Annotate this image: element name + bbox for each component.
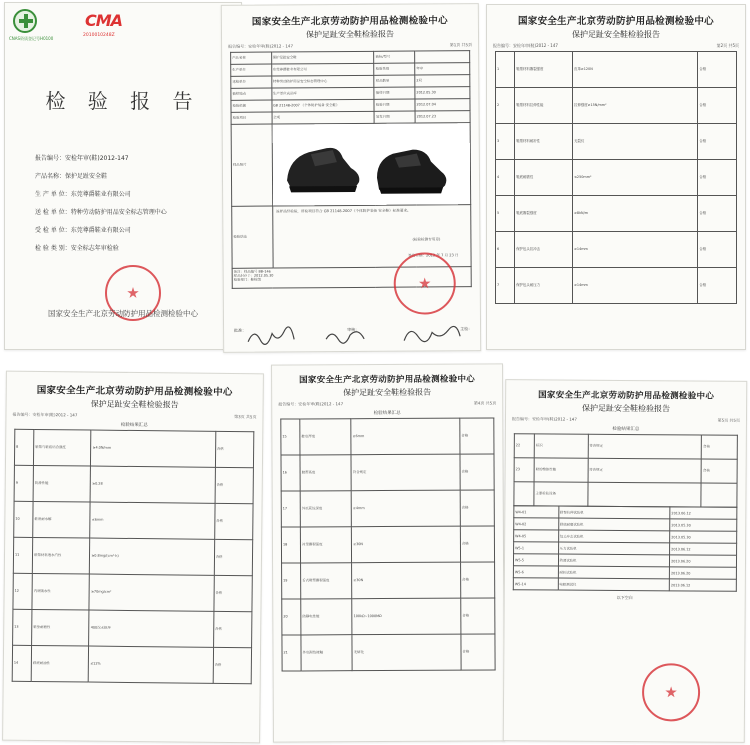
results-table <box>513 433 738 508</box>
table-cell: 送检单位 <box>231 76 272 88</box>
table-row <box>496 88 737 124</box>
table-row <box>496 124 737 160</box>
table-cell: 鞋帮材料透水汽性 <box>32 537 90 574</box>
table-cell: 合格 <box>698 52 737 88</box>
table-cell: 保护足趾安全鞋 <box>271 51 374 64</box>
report-page-4 <box>271 363 505 742</box>
table-row <box>514 458 737 484</box>
table-cell <box>514 482 534 506</box>
table-cell: 100kΩ~1000MΩ <box>352 598 461 635</box>
page-number: 第5页 共5页 <box>717 417 741 423</box>
table-cell: ≥8kN/m <box>573 196 698 232</box>
report-title: 检 验 报 告 <box>45 89 201 113</box>
table-cell: 无熔化 <box>352 634 461 671</box>
table-cell: 拉伸强度≥15N/mm² <box>573 88 698 124</box>
table-cell: ≥30N <box>352 562 461 599</box>
table-cell: 2012.07.23 <box>415 111 470 123</box>
page-number: 第1页 共5页 <box>449 42 473 48</box>
table-cell: 耐折试验机 <box>558 566 670 579</box>
summary-page <box>221 3 481 353</box>
page-header-subtitle: 保护足趾安全鞋检验报告 <box>305 29 395 40</box>
table-cell: 23 <box>514 458 534 482</box>
table-cell: 衬里撕裂强度 <box>301 527 352 563</box>
table-cell: 5 <box>496 196 515 232</box>
inspection-seal-icon <box>394 252 459 314</box>
table-cell: 商标/型号 <box>374 51 415 63</box>
table-cell: 鞋底厚度 <box>300 419 351 455</box>
table-cell: 2012.05.30 <box>415 87 470 99</box>
table-cell: ≥0.8mg/(cm²·h) <box>90 538 215 575</box>
report-number: 报告编号：安检年审(鞋)2012 - 147 <box>278 401 344 407</box>
table-cell: 电阻测试仪 <box>558 578 670 591</box>
table-cell: 7 <box>496 268 515 304</box>
table-cell: 压力试验机 <box>558 542 670 555</box>
table-cell: 合格 <box>460 490 494 526</box>
table-cell: ≥0.28 <box>91 466 216 503</box>
signature-review: 审核： <box>347 326 360 333</box>
table-cell: 鞋帮高度 <box>300 455 351 491</box>
cover-field-value: 东莞尊爵鞋业有限公司 <box>70 191 131 198</box>
table-row <box>13 573 252 612</box>
table-cell <box>701 483 737 507</box>
cover-field <box>35 207 235 216</box>
note-line: 检验部门：鞋检组 <box>233 277 261 282</box>
table-row <box>496 232 737 268</box>
table-cell: 主要检验设备 <box>534 482 588 506</box>
table-cell: 合格 <box>698 124 737 160</box>
table-cell: 检验项目 <box>231 112 272 124</box>
table-row <box>281 526 494 563</box>
table-cell: 生产单位成品库 <box>271 87 374 100</box>
table-cell: W4-05 <box>514 530 559 542</box>
table-cell: W4-01 <box>514 506 559 518</box>
table-cell: 20 <box>282 599 301 635</box>
table-cell: 1 <box>496 52 515 88</box>
table-cell: 9 <box>14 465 33 501</box>
page-header-subtitle: 保护足趾安全鞋检验报告 <box>572 30 660 39</box>
cover-field <box>35 225 235 234</box>
cnas-caption: CNAS资质登记号H0100 <box>9 36 54 41</box>
table-cell: 合格 <box>698 88 737 124</box>
table-cell: 鞋底耐磨试验机 <box>558 518 670 531</box>
table-cell: 全项 <box>272 111 375 124</box>
cover-bottom-text: 国家安全生产北京劳动防护用品检测检验中心 <box>48 309 198 318</box>
cover-field-value: 保护足趾安全鞋 <box>65 173 108 180</box>
page-header-subtitle: 保护足趾安全鞋检验报告 <box>90 399 179 410</box>
table-cell: 2013.05.30 <box>670 531 737 543</box>
cover-field <box>35 171 235 180</box>
table-cell: 鞋底耐水解 <box>33 501 91 538</box>
cover-field-label: 送 检 单 位： <box>35 209 71 216</box>
table-cell: 13 <box>13 609 32 645</box>
table-cell: 防滑性能 <box>33 465 91 502</box>
table-row <box>496 196 737 232</box>
page-number: 第3页 共5页 <box>234 414 257 420</box>
table-row <box>14 501 253 540</box>
table-row <box>282 562 495 599</box>
conclusion-text: 该样品经检验，所检项目符合 GB 21148-2007《个体防护装备 安全鞋》标准要求。 <box>275 208 411 214</box>
cover-field-value: 特种劳动防护用品安全标志管理中心 <box>70 209 167 216</box>
safety-shoe-image <box>280 129 450 200</box>
table-cell: ≥14mm <box>573 268 698 304</box>
table-cell: 抽样日期 <box>374 87 415 99</box>
table-cell: 2 <box>496 88 515 124</box>
table-cell: 鞋帮材料撕裂强度 <box>515 52 573 88</box>
cnas-logo-icon <box>13 9 37 33</box>
table-row <box>12 645 251 684</box>
table-cell: 2013.06.20 <box>669 567 736 579</box>
results-table <box>280 417 495 671</box>
table-title: 检验结果汇总 <box>373 410 401 417</box>
results-table <box>495 51 737 304</box>
table-row <box>14 465 253 504</box>
table-cell: 6 <box>496 232 515 268</box>
table-row <box>514 434 737 460</box>
table-row <box>281 418 494 455</box>
cover-field-label: 生 产 单 位： <box>35 191 71 198</box>
cover-field-value: 安全标志年审检验 <box>70 245 119 252</box>
results-table <box>12 429 255 684</box>
table-cell: W5-6 <box>513 566 558 578</box>
conclusion-label: 检验结论 <box>232 206 273 268</box>
table-cell: 鞋的整体性能 <box>534 458 588 482</box>
table-cell: 内底吸水性 <box>32 573 90 610</box>
table-row <box>496 52 737 88</box>
report-number: 报告编号：安检年审(鞋)2012 - 147 <box>228 43 294 49</box>
table-cell: W5-14 <box>513 578 558 590</box>
page-header-title: 国家安全生产北京劳动防护用品检测检验中心 <box>251 15 448 28</box>
table-cell: ≥6mm <box>351 418 460 455</box>
table-cell: 合格 <box>698 232 737 268</box>
cover-field-label: 产品名称： <box>35 173 66 180</box>
table-cell: W4-02 <box>514 518 559 530</box>
table-cell: ≥14mm <box>573 232 698 268</box>
table-cell: 检验类别 <box>374 63 415 75</box>
table-cell: 舌式鞋帮撕裂强度 <box>301 563 352 599</box>
cover-field-label: 报告编号： <box>35 155 66 162</box>
table-cell: 签发日期 <box>374 111 415 123</box>
table-cell: 产品名称 <box>231 52 272 64</box>
report-page-5 <box>503 379 748 743</box>
table-cell: 2013.06.12 <box>669 579 736 591</box>
report-page-2 <box>486 4 746 350</box>
table-cell: 东莞尊爵鞋业有限公司 <box>271 63 374 76</box>
cover-field-value: 安检年审(鞋)2012-147 <box>65 155 129 162</box>
table-cell: 合格 <box>701 459 737 483</box>
table-cell <box>415 51 470 63</box>
table-cell: 合格 <box>698 160 737 196</box>
table-cell: 标识 <box>534 434 588 458</box>
page-number: 第4页 共5页 <box>473 400 497 406</box>
table-cell: 16 <box>281 455 300 491</box>
table-cell: W5-5 <box>513 554 558 566</box>
table-cell: 包头冲击试验机 <box>558 530 670 543</box>
equipment-table <box>513 506 738 593</box>
table-cell: 合格 <box>461 598 495 634</box>
sample-photo <box>272 123 471 206</box>
table-row <box>14 429 253 468</box>
table-cell: 合格 <box>460 562 494 598</box>
table-cell: ≥4mm <box>351 490 460 527</box>
table-title: 检验结果汇总 <box>120 422 148 429</box>
blank-footer: 以下空白 <box>616 595 633 601</box>
table-cell: ≤250mm³ <box>573 160 698 196</box>
table-cell: 防滑试验机 <box>558 554 670 567</box>
table-cell: 皮革≥120N <box>573 52 698 88</box>
table-cell: 合格 <box>698 268 737 304</box>
table-cell: 符合规定 <box>588 434 702 459</box>
table-cell: 样品数量 <box>374 75 415 87</box>
cover-field <box>35 189 235 198</box>
sample-photo-label: 样品照片 <box>231 124 272 206</box>
summary-table <box>230 50 472 289</box>
table-cell: 符合规定 <box>588 458 702 483</box>
page-number: 第2页 共5页 <box>716 43 739 48</box>
page-header-title: 国家安全生产北京劳动防护用品检测检验中心 <box>538 390 715 402</box>
table-cell: 保护包头抗冲击 <box>515 232 573 268</box>
table-cell: 8 <box>14 429 33 465</box>
table-cell: 保护包头耐压力 <box>515 268 573 304</box>
table-cell: ≤6mm <box>90 502 215 539</box>
cover-field-value: 东莞尊爵鞋业有限公司 <box>70 227 131 234</box>
table-cell: 2013.05.30 <box>670 519 737 531</box>
report-page-3 <box>2 371 264 744</box>
table-cell: 特种劳动防护用品安全标志管理中心 <box>271 75 374 88</box>
page-header-subtitle: 保护足趾安全鞋检验报告 <box>582 403 671 414</box>
table-cell: 14 <box>12 645 31 681</box>
table-cell: 17 <box>281 491 300 527</box>
issue-date: 签发日期：2012 年 7 月 23 日 <box>408 253 459 258</box>
table-cell: 鞋底耐磨性 <box>515 160 573 196</box>
table-cell: 3 <box>496 124 515 160</box>
table-cell: ≤12% <box>89 646 214 683</box>
table-row <box>281 490 494 527</box>
table-cell: 无裂纹 <box>573 124 698 160</box>
table-cell: 鞋帮与鞋底结合强度 <box>34 429 92 466</box>
table-cell: 鞋帮材料拉伸性能 <box>515 88 573 124</box>
cover-field-list <box>35 153 235 261</box>
table-cell: 11 <box>13 537 32 573</box>
table-cell: 检验日期 <box>374 99 415 111</box>
table-cell <box>587 482 701 507</box>
cover-field <box>35 153 235 162</box>
table-cell: 合格 <box>214 503 253 539</box>
table-cell: 合格 <box>214 539 253 575</box>
table-cell: 鞋帮拉伸试验机 <box>558 506 670 519</box>
note-line: 备注：样品编号 BB-146 <box>233 269 271 274</box>
table-cell: ≥4.0N/mm <box>91 430 216 467</box>
table-cell: 鞋底撕裂强度 <box>515 196 573 232</box>
signature-approve: 批准： <box>234 327 247 333</box>
inspection-seal-icon <box>642 663 700 721</box>
seal-note: (检验检测专用章) <box>412 237 441 242</box>
cover-page <box>4 2 242 350</box>
table-cell: 检验依据 <box>231 100 272 112</box>
table-cell: 400次无损坏 <box>89 610 214 647</box>
page-header-title: 国家安全生产北京劳动防护用品检测检验中心 <box>517 16 714 27</box>
table-cell: 合格 <box>214 575 253 611</box>
table-cell: 外底耐热接触 <box>301 635 352 671</box>
table-cell: 防静电性能 <box>301 599 352 635</box>
cover-field <box>35 243 235 252</box>
table-row <box>514 482 737 508</box>
report-number: 报告编号：安检年审(鞋)2012 - 147 <box>511 416 577 422</box>
table-cell: 10 <box>14 501 33 537</box>
note-line: 样品封存于：2012.05.30 <box>233 273 274 278</box>
table-cell: 年审 <box>415 63 470 75</box>
page-header-title: 国家安全生产北京劳动防护用品检测检验中心 <box>299 374 476 386</box>
table-cell: 符合规定 <box>351 454 460 491</box>
table-cell: 合格 <box>460 526 494 562</box>
table-cell: 鞋垫耐磨性 <box>32 609 90 646</box>
table-cell: 合格 <box>215 431 254 467</box>
handwritten-signatures-icon <box>234 322 472 350</box>
table-cell: 2013.06.12 <box>670 507 737 519</box>
report-number: 报告编号：安检年审(鞋)2012 - 147 <box>12 411 78 418</box>
table-row <box>513 578 736 592</box>
table-cell: 2013.06.20 <box>670 555 737 567</box>
table-cell: 合格 <box>461 634 495 670</box>
table-row <box>496 268 737 304</box>
table-row <box>496 160 737 196</box>
table-cell: ≥70mg/cm² <box>89 574 214 611</box>
table-cell: 12 <box>13 573 32 609</box>
cma-number: 2010010248Z <box>83 33 115 38</box>
table-cell: W5-1 <box>514 542 559 554</box>
table-cell: 合格 <box>215 467 254 503</box>
table-cell: 抽样地点 <box>231 88 272 100</box>
table-row <box>13 537 252 576</box>
table-cell: 4 <box>496 160 515 196</box>
cma-mark: CMA <box>85 11 123 30</box>
table-cell: 合格 <box>460 454 494 490</box>
table-cell: 21 <box>282 635 301 671</box>
table-cell: 18 <box>281 527 300 563</box>
table-cell: 鞋帮材料耐折性 <box>515 124 573 160</box>
page-header-subtitle: 保护足趾安全鞋检验报告 <box>343 387 432 398</box>
table-cell: 合格 <box>213 611 252 647</box>
table-cell: 生产单位 <box>231 64 272 76</box>
table-cell: 合格 <box>460 418 494 454</box>
table-cell: 2013.06.12 <box>670 543 737 555</box>
table-cell: 15 <box>281 419 300 455</box>
table-cell: 外底花纹深度 <box>300 491 351 527</box>
page-header-title: 国家安全生产北京劳动防护用品检测检验中心 <box>36 384 233 399</box>
table-cell: 2双 <box>415 75 470 87</box>
table-title: 检验结果汇总 <box>612 426 640 433</box>
table-cell: 19 <box>282 563 301 599</box>
report-number: 报告编号：安检年审(鞋)2012 - 147 <box>493 43 558 48</box>
table-cell: 合格 <box>213 647 252 683</box>
cover-field-label: 检 验 类 别： <box>35 245 71 252</box>
table-cell: GB 21148-2007 《个体防护装备 安全鞋》 <box>272 99 375 112</box>
table-cell: 合格 <box>698 196 737 232</box>
table-row <box>13 609 252 648</box>
table-cell: 2012.07.04 <box>415 99 470 111</box>
table-row <box>282 598 495 635</box>
table-row <box>282 634 495 671</box>
cover-field-label: 受 检 单 位： <box>35 227 71 234</box>
table-cell: ≥30N <box>352 526 461 563</box>
table-cell: 合格 <box>702 435 738 459</box>
table-row <box>281 454 494 491</box>
signature-main: 主检： <box>460 326 473 332</box>
table-cell: 22 <box>514 434 534 458</box>
table-cell: 鞋底耐油性 <box>31 645 89 682</box>
